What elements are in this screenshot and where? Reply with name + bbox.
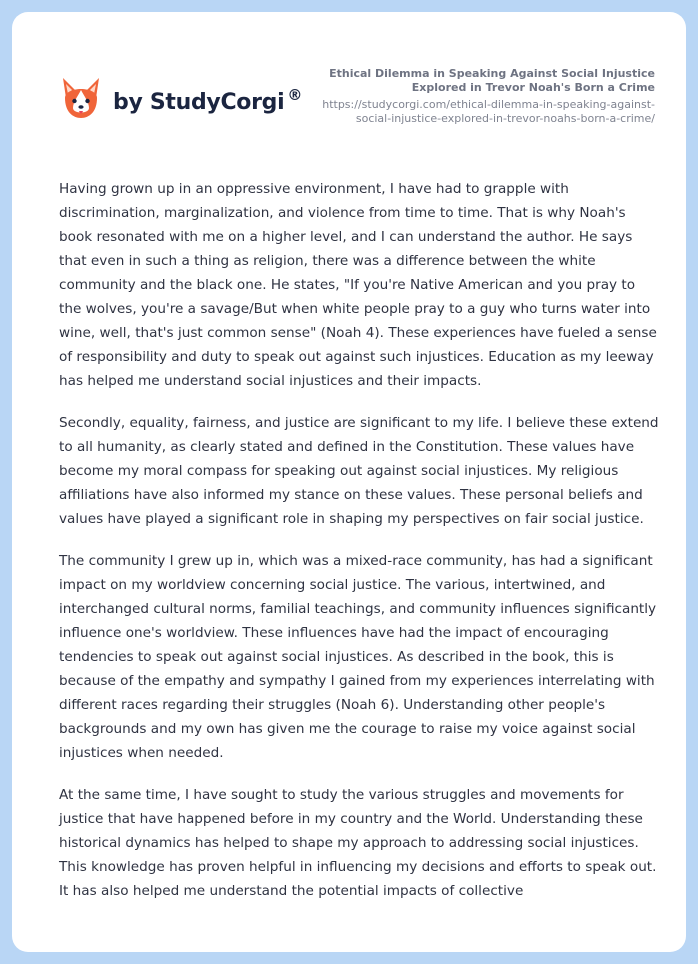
document-page — [12, 12, 686, 952]
paragraph-4: At the same time, I have sought to study the various struggles and movements for justice that have happened before in my country and the World. Understanding these historical dynamics has helped to shape my approach to addressing social injustices. This knowledge has proven helpful in influencing my decisions and efforts to speak out. It has also helped me understand the potential impacts of collective — [59, 787, 657, 899]
registered-mark: ® — [287, 85, 303, 104]
essay-body — [59, 177, 659, 921]
document-url[interactable] — [315, 98, 655, 126]
document-url-line-2[interactable]: social-injustice-explored-in-trevor-noahs-born-a-crime/ — [355, 112, 655, 125]
brand-logo[interactable] — [61, 76, 302, 122]
paragraph-2: Secondly, equality, fairness, and justice are significant to my life. I believe these extend to all humanity, as clearly stated and defined in the Constitution. These values have become my moral compass for speaking out against social injustices. My religious affiliations have also informed my stance on these values. These personal beliefs and values have played a significant role in shaping my perspectives on fair social justice. — [59, 415, 659, 527]
paragraph-3: The community I grew up in, which was a mixed-race community, has had a significant impact on my worldview concerning social justice. The various, intertwined, and interchanged cultural norms, familial teachings, and community influences significantly influence one's worldview. These influences have had the impact of encouraging tendencies to speak out against social injustices. As described in the book, this is because of the empathy and sympathy I gained from my experiences interrelating with different races regarding their struggles (Noah 6). Understanding other people's backgrounds and my own has given me the courage to raise my voice against social injustices when needed. — [59, 553, 657, 761]
corgi-logo-icon — [61, 76, 101, 122]
document-header — [315, 67, 655, 126]
document-title — [315, 67, 655, 95]
document-url-line-1[interactable]: https://studycorgi.com/ethical-dilemma-in-speaking-against- — [322, 98, 655, 111]
document-title-line-2: Explored in Trevor Noah's Born a Crime — [411, 81, 655, 94]
paragraph-1: Having grown up in an oppressive environment, I have had to grapple with discrimination, marginalization, and violence from time to time. That is why Noah's book resonated with me on a higher level, and I can understand the author. He says that even in such a thing as religion, there was a difference between the white community and the black one. He states, "If you're Native American and you pray to the wolves, you're a savage/But when white people pray to a guy who turns water into wine, well, that's just common sense" (Noah 4). These experiences have fueled a sense of responsibility and duty to speak out against such injustices. Education as my leeway has helped me understand social injustices and their impacts. — [59, 181, 657, 389]
brand-name: by StudyCorgi ® — [113, 85, 303, 115]
document-title-line-1: Ethical Dilemma in Speaking Against Social Injustice — [329, 67, 655, 80]
